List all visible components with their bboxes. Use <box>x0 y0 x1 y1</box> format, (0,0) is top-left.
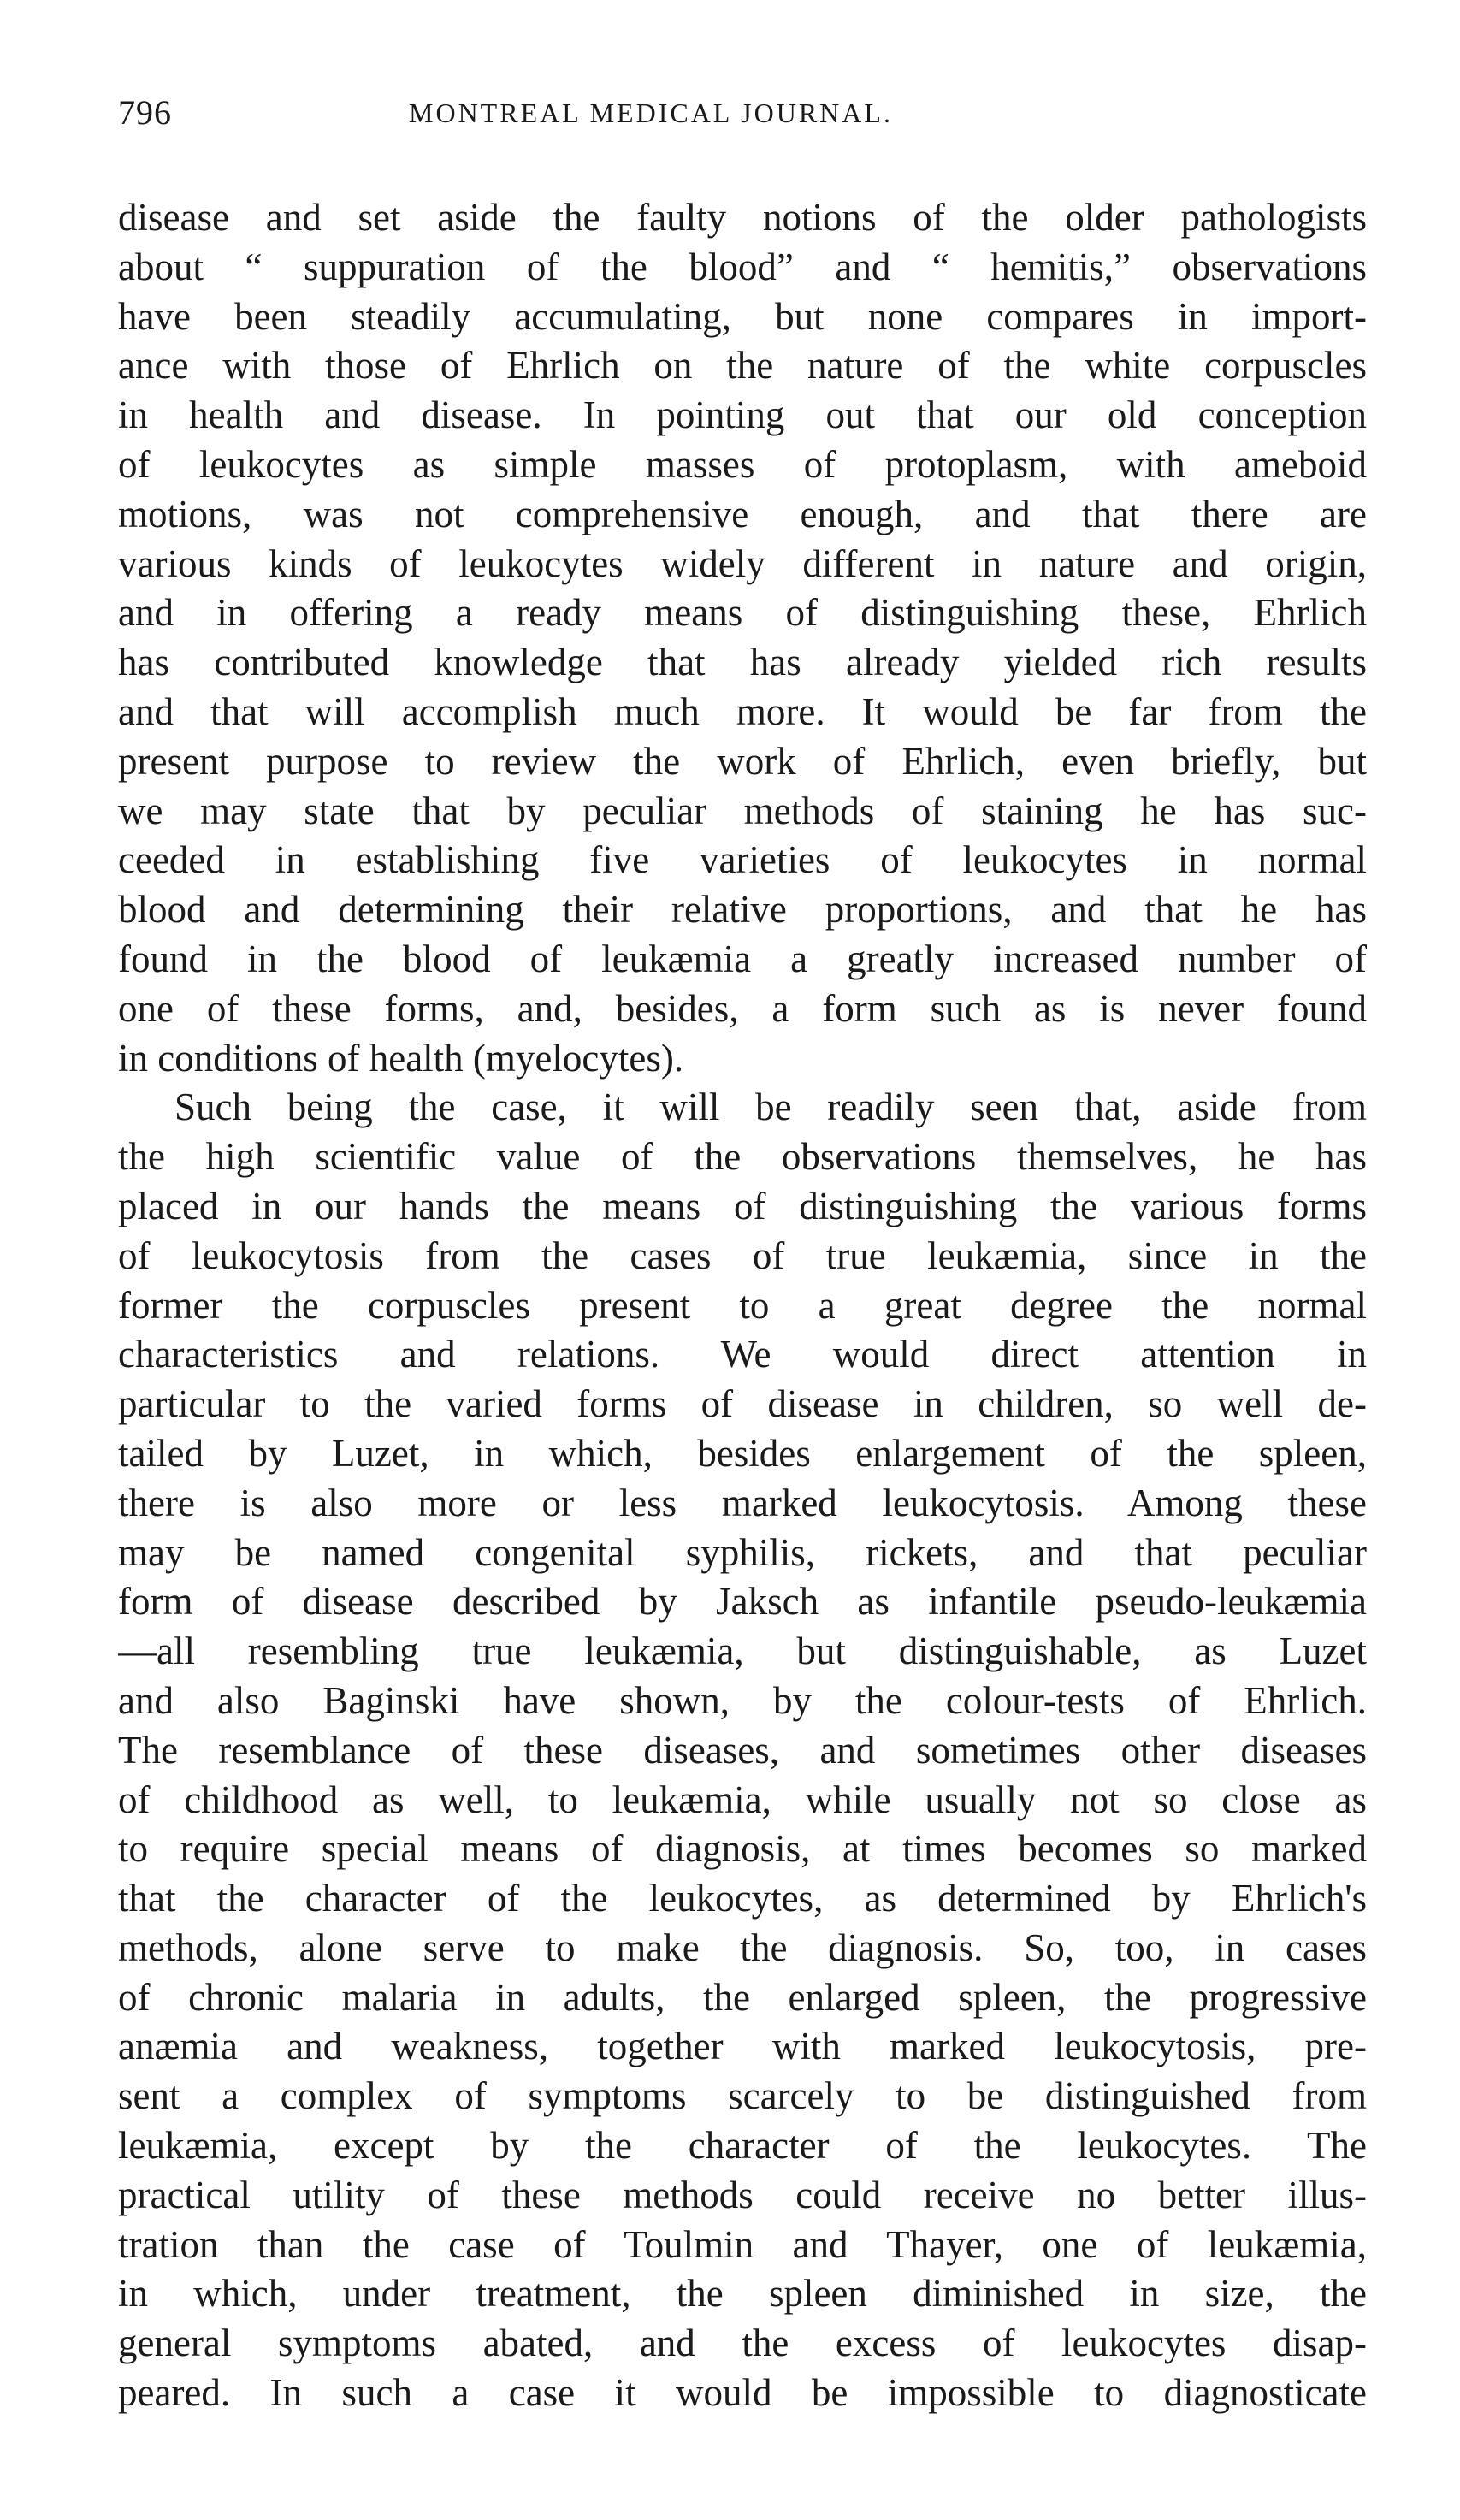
text-line: found in the blood of leukæmia a greatly increased number of <box>118 937 1367 980</box>
text-line: in health and disease. In pointing out that our old conception <box>118 393 1367 437</box>
text-line: Such being the case, it will be readily seen that, aside from <box>174 1085 1367 1129</box>
text-line: may be named congenital syphilis, rickets, and that peculiar <box>118 1530 1367 1574</box>
text-line: particular to the varied forms of disease in children, so well de- <box>118 1382 1367 1426</box>
text-line: peared. In such a case it would be impossible to diagnosticate <box>118 2371 1367 2415</box>
text-line: to require special means of diagnosis, at times becomes so marked <box>118 1827 1367 1871</box>
text-line: various kinds of leukocytes widely different in nature and origin, <box>118 541 1367 585</box>
journal-page <box>118 92 1367 2418</box>
text-line: motions, was not comprehensive enough, and that there are <box>118 492 1367 535</box>
text-line: ance with those of Ehrlich on the nature of the white corpuscles <box>118 344 1367 387</box>
text-line: we may state that by peculiar methods of staining he has suc- <box>118 789 1367 832</box>
paragraph-1 <box>118 193 1367 1083</box>
text-line: placed in our hands the means of distinguishing the various forms <box>118 1184 1367 1227</box>
body-text <box>118 193 1367 2418</box>
text-line: and that will accomplish much more. It would be far from the <box>118 689 1367 733</box>
text-line: The resemblance of these diseases, and sometimes other diseases <box>118 1728 1367 1772</box>
text-line: practical utility of these methods could receive no better illus- <box>118 2173 1367 2216</box>
paragraph-2 <box>118 1083 1367 2418</box>
text-line: in which, under treatment, the spleen diminished in size, the <box>118 2272 1367 2316</box>
running-head <box>118 92 1367 144</box>
text-line: general symptoms abated, and the excess of leukocytes disap- <box>118 2322 1367 2365</box>
text-line: and also Baginski have shown, by the colour-tests of Ehrlich. <box>118 1678 1367 1722</box>
text-line: there is also more or less marked leukocytosis. Among these <box>118 1481 1367 1524</box>
text-line: in conditions of health (myelocytes). <box>118 1036 684 1080</box>
text-line: tailed by Luzet, in which, besides enlargement of the spleen, <box>118 1431 1367 1475</box>
text-line: that the character of the leukocytes, as determined by Ehrlich's <box>118 1877 1367 1920</box>
text-line: present purpose to review the work of Ehrlich, even briefly, but <box>118 739 1367 783</box>
text-line: disease and set aside the faulty notions of the older pathologists <box>118 196 1367 239</box>
text-line: one of these forms, and, besides, a form such as is never found <box>118 986 1367 1030</box>
text-line: anæmia and weakness, together with marked leukocytosis, pre- <box>118 2025 1367 2068</box>
text-line: of childhood as well, to leukæmia, while usually not so close as <box>118 1778 1367 1821</box>
page-number: 796 <box>118 93 172 132</box>
text-line: tration than the case of Toulmin and Thayer, one of leukæmia, <box>118 2222 1367 2266</box>
text-line: —all resembling true leukæmia, but distinguishable, as Luzet <box>118 1630 1367 1673</box>
text-line: methods, alone serve to make the diagnosis. So, too, in cases <box>118 1925 1367 1969</box>
text-line: of leukocytosis from the cases of true leukæmia, since in the <box>118 1233 1367 1277</box>
text-line: about “ suppuration of the blood” and “ hemitis,” observations <box>118 245 1367 288</box>
text-line: leukæmia, except by the character of the leukocytes. The <box>118 2124 1367 2168</box>
text-line: the high scientific value of the observations themselves, he has <box>118 1135 1367 1179</box>
text-line: has contributed knowledge that has already yielded rich results <box>118 641 1367 684</box>
journal-title: MONTREAL MEDICAL JOURNAL. <box>409 98 893 128</box>
text-line: of leukocytes as simple masses of protoplasm, with ameboid <box>118 442 1367 486</box>
text-line: form of disease described by Jaksch as infantile pseudo-leukæmia <box>118 1580 1367 1624</box>
text-line: have been steadily accumulating, but none compares in import- <box>118 294 1367 338</box>
text-line: blood and determining their relative proportions, and that he has <box>118 888 1367 932</box>
text-line: ceeded in establishing five varieties of leukocytes in normal <box>118 838 1367 882</box>
text-line: sent a complex of symptoms scarcely to be distinguished from <box>118 2074 1367 2118</box>
text-line: former the corpuscles present to a great degree the normal <box>118 1283 1367 1327</box>
text-line: characteristics and relations. We would direct attention in <box>118 1333 1367 1376</box>
text-line: and in offering a ready means of distinguishing these, Ehrlich <box>118 591 1367 635</box>
text-line: of chronic malaria in adults, the enlarged spleen, the progressive <box>118 1975 1367 2019</box>
